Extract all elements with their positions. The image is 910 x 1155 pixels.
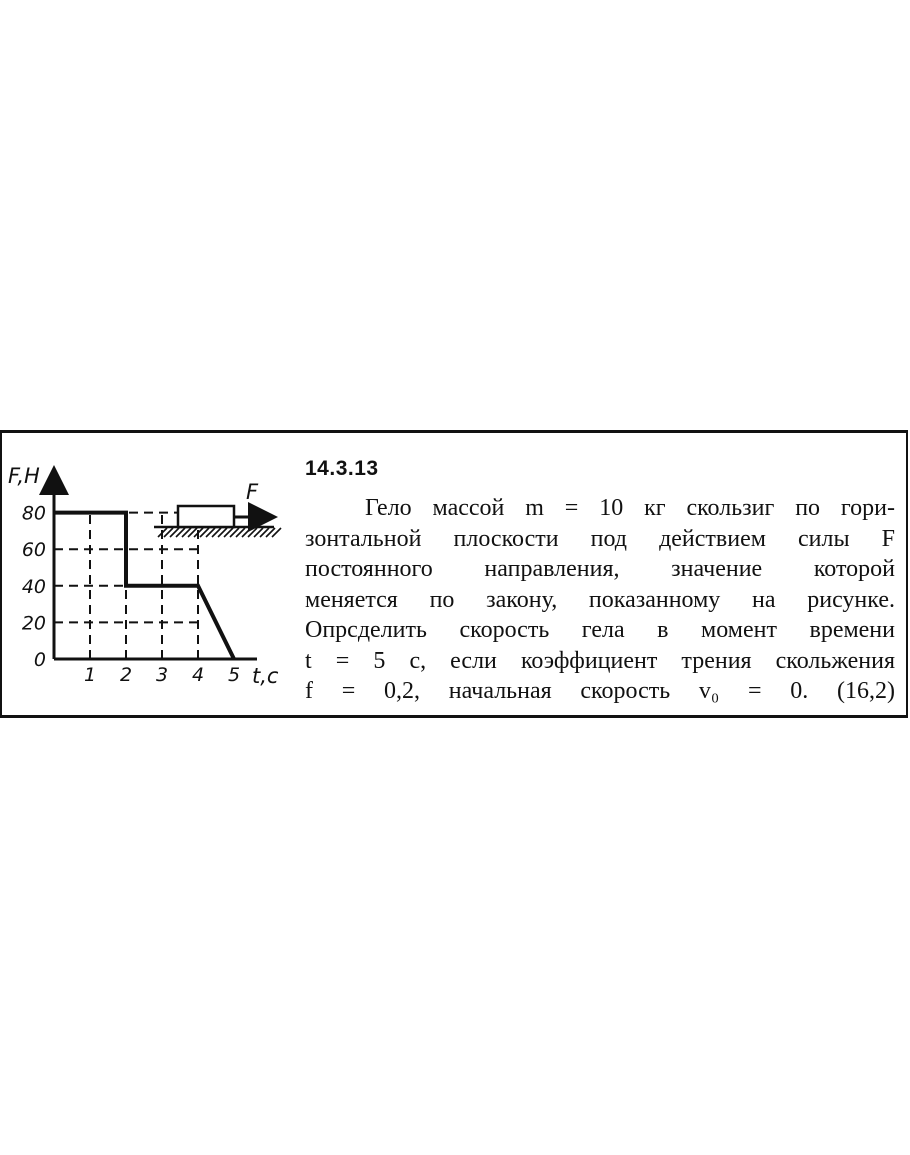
y-tick-label: 80 bbox=[21, 502, 46, 525]
x-tick-label: 5 bbox=[227, 664, 241, 686]
y-tick-label: 60 bbox=[21, 539, 46, 562]
text-line: Опрсделить скорость гела в момент времени bbox=[305, 617, 895, 643]
text-line: зонтальной плоскости под действием силы F bbox=[305, 525, 895, 552]
problem-frame bbox=[0, 430, 908, 718]
y-tick-label: 20 bbox=[21, 612, 46, 635]
x-tick-label: 2 bbox=[119, 664, 133, 686]
force-time-graph bbox=[2, 433, 302, 721]
y-tick-label: 40 bbox=[21, 575, 46, 598]
force-label: F bbox=[246, 480, 259, 504]
text-line: Гело массой m = 10 кг скользиг по гори- bbox=[365, 495, 895, 521]
force-series-line bbox=[54, 513, 234, 659]
problem-number: 14.3.13 bbox=[305, 457, 379, 480]
x-tick-label: 3 bbox=[155, 664, 169, 686]
text-line: постоянного направления, значение которой bbox=[305, 556, 895, 582]
x-tick-label: 4 bbox=[191, 664, 205, 686]
block bbox=[178, 506, 234, 527]
text-line: f = 0,2, начальная скорость v₀ = 0. (16,2) bbox=[305, 678, 895, 704]
surface-hatching bbox=[158, 528, 281, 537]
text-line: меняется по закону, показанному на рисунке. bbox=[305, 586, 895, 613]
x-tick-label: 1 bbox=[83, 664, 97, 686]
text-line: t = 5 с, если коэффициент трения скольжения bbox=[305, 647, 895, 674]
y-tick-label: 0 bbox=[33, 649, 46, 671]
block-diagram bbox=[154, 480, 281, 537]
problem-text bbox=[305, 493, 895, 707]
x-axis-label: t,c bbox=[252, 664, 279, 688]
y-axis-label: F,H bbox=[8, 464, 40, 488]
